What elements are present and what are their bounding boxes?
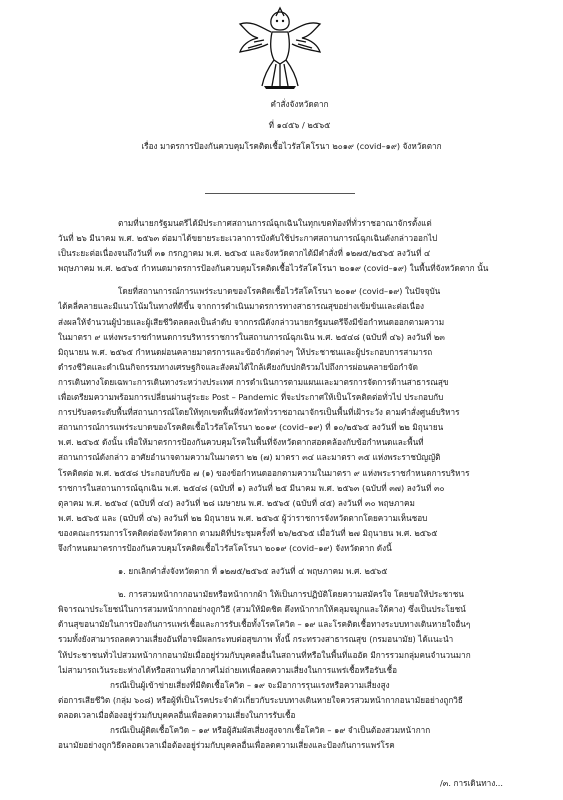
paragraph-1: ตามที่นายกรัฐมนตรีได้มีประกาศสถานการณ์ฉุกเฉินในทุกเขตท้องที่ทั่วราชอาณาจักรตั้งแต่ วันที่ ๒๖ มีนาคม พ.ศ. ๒๕๖๓ ต่อมาได้ขยายระยะเวลาการบังคับใช้ประกาศสถานการณ์ฉุกเฉินดังกล่าวออกไป เป็นระยะต่อเนื่องจนถึงวันที่ ๓๑ กรกฎาคม พ.ศ. ๒๕๖๕ และจังหวัดตากได้มีคำสั่งที่ ๑๒๗๕/๒๕๖๕ ลงวันที่ ๔ พฤษภาคม พ.ศ. ๒๕๖๕ กำหนดมาตรการป้องกันควบคุมโรคติดเชื้อไวรัสโคโรนา ๒๐๑๙ (covid–๑๙) ในพื้นที่จังหวัดตาก นั้น [58, 218, 489, 274]
item-2-case-a: กรณีเป็นผู้เข้าข่ายเสี่ยงที่มีติดเชื้อโควิด – ๑๙ จะมีอาการรุนแรงหรือความเสี่ยงสูง ต่อการเสียชีวิต (กลุ่ม ๖๐๘) หรือผู้ที่เป็นโรคประจำตัวเกี่ยวกับระบบทางเดินหายใจควรสวมหน้ากากอนามัยอย่างถูกวิธี ตลอดเวลาเมื่อต้องอยู่ร่วมกับบุคคลอื่นเพื่อลดความเสี่ยงในการรับเชื้อ [58, 679, 463, 720]
continuation-marker: /๓. การเดินทาง... [439, 778, 503, 788]
item-2: ๒. การสวมหน้ากากอนามัยหรือหน้ากากผ้า ให้เป็นการปฏิบัติโดยความสมัครใจ โดยขอให้ประชาชน พิจารณาประโยชน์ในการสวมหน้ากากอย่างถูกวิธี (สวมให้มิดชิด ดึงหน้ากากให้คลุมจมูกและใต้คาง) ซึ่งเป็นประโยชน์ ด้านสุขอนามัยในการป้องกันการแพร่เชื้อและการรับเชื้อทั้งโรคโควิด – ๑๙ และโรคติดเชื้อทางระบบทางเดินหายใจอื่นๆ รวมทั้งยังสามารถลดความเสี่ยงอันที่อาจมีผลกระทบต่อสุขภาพ ทั้งนี้ กระทรวงสาธารณสุข (กรมอนามัย) ได้แนะนำ ให้ประชาชนทั่วไปสวมหน้ากากอนามัยเมื่ออยู่ร่วมกับบุคคลอื่นในสถานที่หรือในพื้นที่แออัด มีการรวมกลุ่มคนจำนวนมาก ไม่สามารถเว้นระยะห่างได้หรือสถานที่อากาศไม่ถ่ายเทเพื่อลดความเสี่ยงในการแพร่เชื้อหรือรับเชื้อ [58, 589, 471, 675]
document-body [58, 216, 523, 753]
item-1: ๑. ยกเลิกคำสั่งจังหวัดตาก ที่ ๑๒๗๕/๒๕๖๕ ลงวันที่ ๔ พฤษภาคม พ.ศ. ๒๕๖๕ [118, 566, 388, 577]
order-subject: เรื่อง มาตรการป้องกันควบคุมโรคติดเชื้อไวรัสโคโรนา ๒๐๑๙ (covid–๑๙) จังหวัดตาก [141, 141, 442, 151]
issuer-title: คำสั่งจังหวัดตาก [270, 99, 329, 109]
garuda-emblem-icon [234, 6, 326, 90]
divider-line [205, 193, 355, 194]
paragraph-2: โดยที่สถานการณ์การแพร่ระบาดของโรคติดเชื้อไวรัสโคโรนา ๒๐๑๙ (covid–๑๙) ในปัจจุบัน ได้คลี่คลายและมีแนวโน้มในทางที่ดีขึ้น จากการดำเนินมาตรการทางสาธารณสุขอย่างเข้มข้นและต่อเนื่อง ส่งผลให้จำนวนผู้ป่วยและผู้เสียชีวิตลดลงเป็นลำดับ จากกรณีดังกล่าวนายกรัฐมนตรีจึงมีข้อกำหนดออกตามความ ในมาตรา ๙ แห่งพระราชกำหนดการบริหารราชการในสถานการณ์ฉุกเฉิน พ.ศ. ๒๕๔๘ (ฉบับที่ ๔๖) ลงวันที่ ๒๓ มิถุนายน พ.ศ. ๒๕๖๕ กำหนดผ่อนคลายมาตรการและข้อจำกัดต่างๆ ให้ประชาชนและผู้ประกอบการสามารถ ดำรงชีวิตและดำเนินกิจกรรมทางเศรษฐกิจและสังคมได้ใกล้เคียงกับปกติรวมไปถึงการผ่อนคลายข้อกำจัด การเดินทางโดยเฉพาะการเดินทางระหว่างประเทศ การดำเนินการตามแผนและมาตรการจัดการด้านสาธารณสุข เพื่อเตรียมความพร้อมการเปลี่ยนผ่านสู่ระยะ Post – Pandemic ที่จะประกาศให้เป็นโรคติดต่อทั่วไป ประกอบกับ การปรับลดระดับพื้นที่สถานการณ์โดยให้ทุกเขตพื้นที่จังหวัดทั่วราชอาณาจักรเป็นพื้นที่เฝ้าระวัง ตามคำสั่งศูนย์บริหาร สถานการณ์การแพร่ระบาดของโรคติดเชื้อไวรัสโคโรนา ๒๐๑๙ (covid–๑๙) ที่ ๑๐/๒๕๖๕ ลงวันที่ ๒๒ มิถุนายน พ.ศ. ๒๕๖๕ ดังนั้น เพื่อให้มาตรการป้องกันควบคุมโรคในพื้นที่จังหวัดตากสอดคล้องกับข้อกำหนดและพื้นที่ สถานการณ์ดังกล่าว อาศัยอำนาจตามความในมาตรา ๒๒ (๗) มาตรา ๓๔ และมาตรา ๓๕ แห่งพระราชบัญญัติ โรคติดต่อ พ.ศ. ๒๕๕๘ ประกอบกับข้อ ๗ (๑) ของข้อกำหนดออกตามความในมาตรา ๙ แห่งพระราชกำหนดการบริหาร ราชการในสถานการณ์ฉุกเฉิน พ.ศ. ๒๕๔๘ (ฉบับที่ ๑) ลงวันที่ ๒๕ มีนาคม พ.ศ. ๒๕๖๓ (ฉบับที่ ๓๗) ลงวันที่ ๓๐ ตุลาคม พ.ศ. ๒๕๖๔ (ฉบับที่ ๔๔) ลงวันที่ ๒๘ เมษายน พ.ศ. ๒๕๖๕ (ฉบับที่ ๔๕) ลงวันที่ ๓๐ พฤษภาคม พ.ศ. ๒๕๖๕ และ (ฉบับที่ ๔๖) ลงวันที่ ๒๒ มิถุนายน พ.ศ. ๒๕๖๕ ผู้ว่าราชการจังหวัดตากโดยความเห็นชอบ ของคณะกรรมการโรคติดต่อจังหวัดตาก ตามมติที่ประชุมครั้งที่ ๒๖/๒๕๖๕ เมื่อวันที่ ๒๗ มิถุนายน พ.ศ. ๒๕๖๕ จึงกำหนดมาตรการป้องกันควบคุมโรคติดเชื้อไวรัสโคโรนา ๒๐๑๙ (covid–๑๙) จังหวัดตาก ดังนี้ [58, 286, 470, 553]
item-2-case-b: กรณีเป็นผู้ติดเชื้อโควิด – ๑๙ หรือผู้สัมผัสเสี่ยงสูงจากเชื้อโควิด – ๑๙ จำเป็นต้องสวมหน้ากาก อนามัยอย่างถูกวิธีตลอดเวลาเมื่อต้องอยู่ร่วมกับบุคคลอื่นเพื่อลดความเสี่ยงและป้องกันการแพร่โรค [58, 725, 431, 751]
order-number: ที่ ๑๔๕๖ / ๒๕๖๕ [268, 120, 331, 130]
